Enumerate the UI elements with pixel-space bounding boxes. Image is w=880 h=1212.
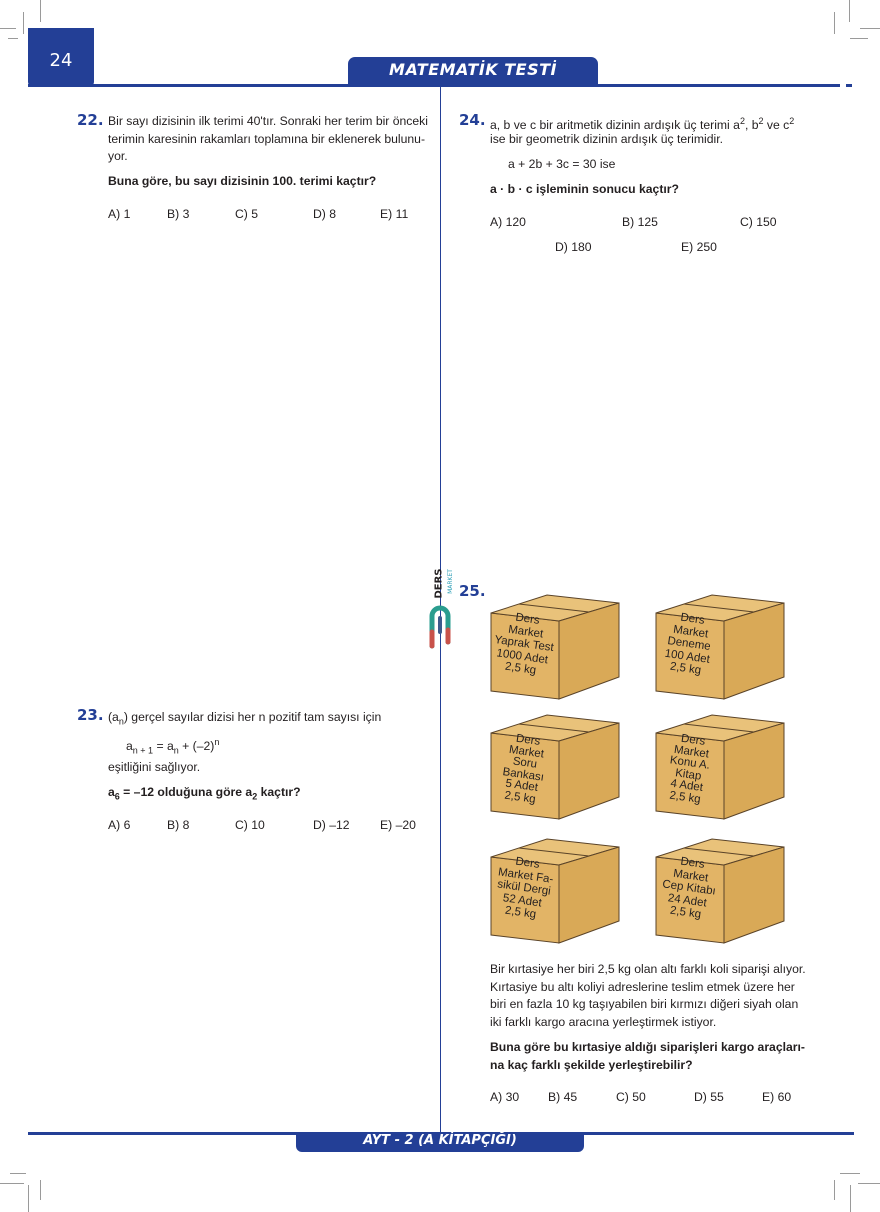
text-line: iki farklı kargo aracına yerleştirmek istiyor. — [490, 1014, 717, 1029]
crop-mark — [849, 0, 850, 22]
question-number: 25. — [459, 582, 486, 600]
recurrence-formula: $a_{n + 1} = a_n + (-2)^n$ — [126, 737, 220, 756]
option-b[interactable]: B) 3 — [167, 207, 190, 221]
option-d[interactable]: D) –12 — [313, 818, 350, 832]
question-text — [490, 961, 810, 1031]
package-box — [652, 837, 788, 947]
option-a[interactable]: A) 120 — [490, 215, 526, 229]
option-d[interactable]: D) 8 — [313, 207, 337, 221]
question-prompt: a · b · c işleminin sonucu kaçtır? — [490, 182, 679, 196]
package-box — [652, 713, 788, 823]
option-e[interactable]: E) –20 — [380, 818, 416, 832]
crop-mark — [28, 1185, 29, 1212]
option-b[interactable]: B) 125 — [622, 215, 658, 229]
logo-text-ders: DERS — [433, 568, 445, 599]
crop-mark — [40, 1180, 41, 1200]
text-line: Bir kırtasiye her biri 2,5 kg olan altı farklı koli siparişi alıyor. — [490, 962, 806, 976]
box-label: Ders Market Cep Kitabı 24 Adet 2,5 kg — [661, 855, 717, 921]
crop-mark — [40, 0, 41, 22]
paperclip-logo-icon — [427, 602, 453, 650]
question-text: a, b ve c bir aritmetik dizinin ardışık üç terimi $a^2$, $b^2$ ve $c^2$ — [490, 116, 795, 133]
question-number: 22. — [77, 111, 104, 129]
package-box — [487, 713, 623, 823]
box-label: Ders Market Konu A. Kitap 4 Adet 2,5 kg — [668, 732, 711, 806]
option-a[interactable]: A) 6 — [108, 818, 131, 832]
header-rule-end — [846, 84, 852, 87]
crop-mark — [10, 1173, 26, 1174]
package-box — [487, 837, 623, 947]
option-c[interactable]: C) 10 — [235, 818, 265, 832]
box-label: Ders Market Fa- sikül Dergi 52 Adet 2,5 kg — [496, 855, 555, 921]
option-b[interactable]: B) 8 — [167, 818, 190, 832]
question-number: 23. — [77, 706, 104, 724]
question-number: 24. — [459, 111, 486, 129]
option-c[interactable]: C) 50 — [616, 1090, 646, 1104]
option-a[interactable]: A) 30 — [490, 1090, 520, 1104]
crop-mark — [23, 12, 24, 34]
question-prompt: Buna göre, bu sayı dizisinin 100. terimi kaçtır? — [108, 174, 377, 188]
question-text — [108, 113, 428, 166]
crop-mark — [0, 1183, 24, 1184]
header-rule — [28, 84, 840, 87]
box-label: Ders Market Soru Bankası 5 Adet 2,5 kg — [501, 732, 545, 806]
option-a[interactable]: A) 1 — [108, 207, 131, 221]
crop-mark — [0, 28, 16, 29]
question-text: ise bir geometrik dizinin ardışık üç terimidir. — [490, 132, 723, 146]
crop-mark — [858, 1183, 880, 1184]
option-c[interactable]: C) 5 — [235, 207, 259, 221]
question-prompt — [490, 1039, 810, 1074]
crop-mark — [834, 1180, 835, 1200]
booklet-label: AYT - 2 (A KİTAPÇIĞI) — [363, 1133, 517, 1148]
text-line: biri en fazla 10 kg taşıyabilen biri kırmızı diğeri siyah olan — [490, 997, 799, 1011]
crop-mark — [840, 1173, 860, 1174]
text-line: Buna göre bu kırtasiye aldığı siparişleri kargo araçları- — [490, 1040, 805, 1054]
option-d[interactable]: D) 55 — [694, 1090, 724, 1104]
text-line: na kaç farklı şekilde yerleştirebilir? — [490, 1057, 693, 1072]
crop-mark — [834, 12, 835, 34]
option-d[interactable]: D) 180 — [555, 240, 592, 254]
equation: a + 2b + 3c = 30 ise — [508, 157, 616, 171]
logo-text-market: MARKET — [446, 569, 454, 594]
package-box — [487, 593, 623, 703]
package-box — [652, 593, 788, 703]
option-b[interactable]: B) 45 — [548, 1090, 578, 1104]
crop-mark — [860, 28, 880, 29]
text-line: Bir sayı dizisinin ilk terimi 40'tır. Sonraki her terim bir önceki — [108, 114, 428, 128]
question-text: eşitliğini sağlıyor. — [108, 760, 201, 774]
text-line: Kırtasiye bu altı koliyi adreslerine teslim etmek üzere her — [490, 979, 795, 994]
box-label: Ders Market Deneme 100 Adet 2,5 kg — [663, 611, 712, 677]
text-line: terimin karesinin rakamları toplamına bir eklenerek bulunu- — [108, 131, 426, 146]
crop-mark — [850, 38, 868, 39]
option-c[interactable]: C) 150 — [740, 215, 777, 229]
option-e[interactable]: E) 60 — [762, 1090, 792, 1104]
page-number: 24 — [49, 50, 73, 71]
question-prompt: $a_6 = -12$ olduğuna göre $a_2$ kaçtır? — [108, 785, 301, 802]
text-line: yor. — [108, 149, 128, 163]
box-label: Ders Market Yaprak Test 1000 Adet 2,5 kg — [493, 611, 555, 677]
option-e[interactable]: E) 11 — [380, 207, 409, 221]
option-e[interactable]: E) 250 — [681, 240, 717, 254]
crop-mark — [8, 38, 18, 39]
question-intro: $(a_n)$ gerçel sayılar dizisi her n pozitif tam sayısı için — [108, 710, 382, 727]
header-title: MATEMATİK TESTİ — [389, 60, 557, 79]
crop-mark — [850, 1185, 851, 1212]
